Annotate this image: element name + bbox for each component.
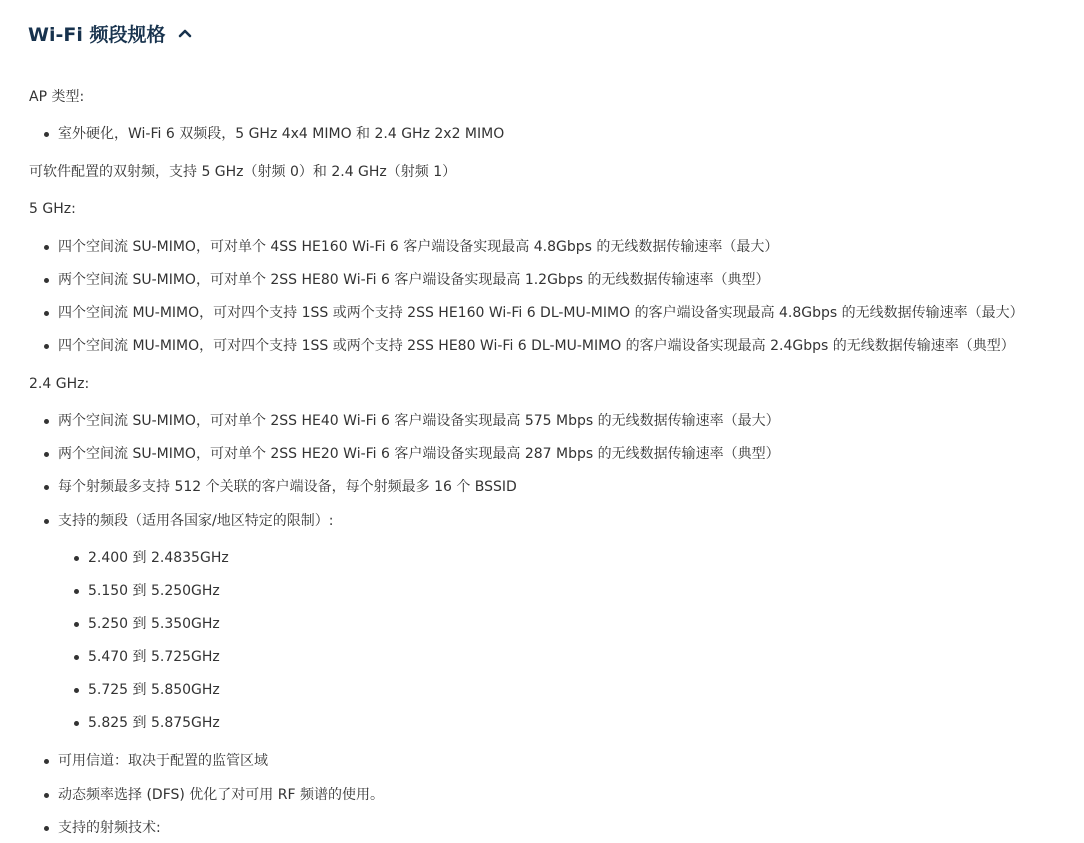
list-item: 四个空间流 SU-MIMO，可对单个 4SS HE160 Wi-Fi 6 客户端设备实现最高 4.8Gbps 的无线数据传输速率（最大） xyxy=(58,239,779,255)
frequency-band-item: 5.825 到 5.875GHz xyxy=(88,715,220,731)
list-item: 支持的射频技术: xyxy=(58,820,161,836)
frequency-band-item: 5.250 到 5.350GHz xyxy=(88,616,220,632)
list-item: 可用信道：取决于配置的监管区域 xyxy=(58,753,268,769)
list-item: 动态频率选择 (DFS) 优化了对可用 RF 频谱的使用。 xyxy=(58,787,384,803)
band-5ghz-label: 5 GHz: xyxy=(29,201,76,217)
frequency-band-item: 5.470 到 5.725GHz xyxy=(88,649,220,665)
list-item: 室外硬化，Wi-Fi 6 双频段，5 GHz 4x4 MIMO 和 2.4 GHz 2x2 MIMO xyxy=(58,126,505,142)
frequency-band-item: 2.400 到 2.4835GHz xyxy=(88,550,229,566)
list-item: 支持的频段（适用各国家/地区特定的限制）: xyxy=(58,513,334,529)
section-title: Wi-Fi 频段规格 xyxy=(28,23,166,46)
list-item: 两个空间流 SU-MIMO，可对单个 2SS HE80 Wi-Fi 6 客户端设备实现最高 1.2Gbps 的无线数据传输速率（典型） xyxy=(58,272,770,288)
list-item: 四个空间流 MU-MIMO，可对四个支持 1SS 或两个支持 2SS HE80 Wi-Fi 6 DL-MU-MIMO 的客户端设备实现最高 2.4Gbps 的无线数据传输速率（典型） xyxy=(58,338,1015,354)
ap-type-label: AP 类型: xyxy=(29,89,85,105)
list-item: 两个空间流 SU-MIMO，可对单个 2SS HE40 Wi-Fi 6 客户端设备实现最高 575 Mbps 的无线数据传输速率（最大） xyxy=(58,413,780,429)
frequency-band-item: 5.150 到 5.250GHz xyxy=(88,583,220,599)
band-24ghz-label: 2.4 GHz: xyxy=(29,376,90,392)
frequency-band-item: 5.725 到 5.850GHz xyxy=(88,682,220,698)
dual-radio-text: 可软件配置的双射频，支持 5 GHz（射频 0）和 2.4 GHz（射频 1） xyxy=(29,164,457,180)
list-item: 四个空间流 MU-MIMO，可对四个支持 1SS 或两个支持 2SS HE160 Wi-Fi 6 DL-MU-MIMO 的客户端设备实现最高 4.8Gbps 的无线数据传输速率（最大） xyxy=(58,305,1024,321)
chevron-up-icon[interactable] xyxy=(177,25,193,41)
list-item: 每个射频最多支持 512 个关联的客户端设备，每个射频最多 16 个 BSSID xyxy=(58,479,517,495)
list-item: 两个空间流 SU-MIMO，可对单个 2SS HE20 Wi-Fi 6 客户端设备实现最高 287 Mbps 的无线数据传输速率（典型） xyxy=(58,446,780,462)
section-header-toggle[interactable] xyxy=(28,17,193,49)
